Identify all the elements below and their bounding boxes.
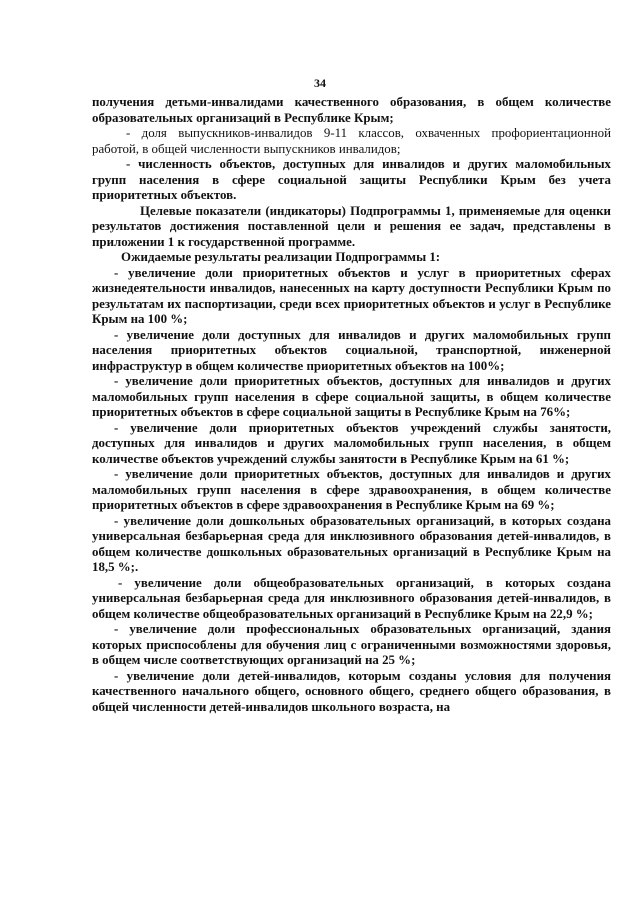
list-item: - увеличение доли приоритетных объектов, доступных для инвалидов и других маломобильных групп населения в сфере социальной защиты, в общем количестве приоритетных объектов в сфере социальной защиты в Республике Крым на 76%; <box>92 374 611 419</box>
paragraph: Целевые показатели (индикаторы) Подпрограммы 1, применяемые для оценки результатов достижения поставленной цели и решения ее задач, представлены в приложении 1 к государственной программе. <box>92 203 611 249</box>
paragraph: Ожидаемые результаты реализации Подпрограммы 1: <box>121 250 441 264</box>
document-body <box>92 95 611 715</box>
list-item: - увеличение доли профессиональных образовательных организаций, здания которых приспособлены для обучения лиц с ограниченными возможностями здоровья, в общем числе соответствующих организаций на 25 %; <box>92 622 611 667</box>
list-item: - увеличение доли доступных для инвалидов и других маломобильных групп населения приоритетных объектов социальной, транспортной, инженерной инфраструктур в общем количестве приоритетных объектов на 100%; <box>92 327 611 373</box>
list-item: - увеличение доли детей-инвалидов, которым созданы условия для получения качественного начального общего, основного общего, среднего общего образования, в общей численности детей-инвалидов школьного возраста, на <box>92 668 611 714</box>
list-item: - увеличение доли приоритетных объектов, доступных для инвалидов и других маломобильных групп населения в сфере здравоохранения, в общем количестве приоритетных объектов в сфере здравоохранения в Республике Крым на 69 %; <box>92 467 611 512</box>
paragraph: - доля выпускников-инвалидов 9-11 классов, охваченных профориентационной работой, в общей численности выпускников инвалидов; <box>92 126 611 156</box>
list-item: - увеличение доли дошкольных образовательных организаций, в которых создана универсальная безбарьерная среда для инклюзивного образования детей-инвалидов, в общем количестве дошкольных образовательных организаций в Республике Крым на 18,5 %;. <box>92 513 611 574</box>
list-item: - увеличение доли приоритетных объектов и услуг в приоритетных сферах жизнедеятельности инвалидов, нанесенных на карту доступности Республики Крым по результатам их паспортизации, среди всех приоритетных объектов и услуг в Республике Крым на 100 %; <box>92 265 611 326</box>
paragraph: - численность объектов, доступных для инвалидов и других маломобильных групп населения в сфере социальной защиты Республики Крым без учета приоритетных объектов. <box>92 157 611 202</box>
list-item: - увеличение доли общеобразовательных организаций, в которых создана универсальная безбарьерная среда для инклюзивного образования детей-инвалидов, в общем количестве общеобразовательных организаций в Республике Крым на 22,9 %; <box>92 575 611 621</box>
paragraph: получения детьми-инвалидами качественного образования, в общем количестве образовательных организаций в Республике Крым; <box>92 95 611 125</box>
page-number: 34 <box>314 76 326 90</box>
list-item: - увеличение доли приоритетных объектов учреждений службы занятости, доступных для инвалидов и других маломобильных групп населения, в общем количестве объектов учреждений службы занятости в Республике Крым на 61 %; <box>92 420 611 466</box>
